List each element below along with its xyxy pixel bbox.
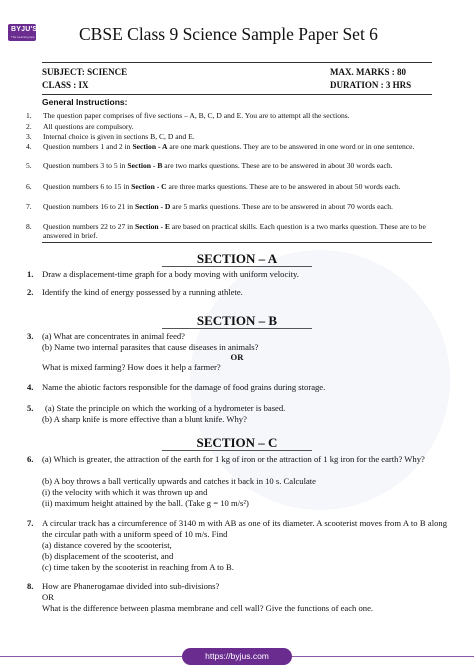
question-text: (b) displacement of the scooterist, and bbox=[42, 551, 174, 561]
question-number: 1. bbox=[27, 269, 34, 279]
question-2 bbox=[27, 287, 447, 298]
question-text: (b) A boy throws a ball vertically upwards and catches it back in 10 s. Calculate bbox=[42, 476, 316, 486]
instruction-text: Question numbers 6 to 15 in Section - C are three marks questions. These are to be answered in about 50 words each. bbox=[43, 182, 401, 191]
question-text: (b) Name two internal parasites that cause diseases in animals? bbox=[42, 342, 259, 352]
duration-label: DURATION : 3 HRS bbox=[330, 80, 412, 90]
class-label: CLASS : IX bbox=[42, 80, 89, 90]
instruction-number: 3. bbox=[26, 132, 32, 141]
question-7-part-b bbox=[27, 551, 447, 562]
instruction-text: Internal choice is given in sections B, C, D and E. bbox=[43, 132, 195, 141]
question-3-alt bbox=[27, 362, 447, 373]
question-number: 3. bbox=[27, 331, 34, 341]
question-text: (b) A sharp knife is more effective than a blunt knife. Why? bbox=[42, 414, 247, 424]
header-rule-bottom bbox=[42, 94, 432, 95]
instruction-number: 6. bbox=[26, 182, 32, 191]
max-marks-label: MAX. MARKS : 80 bbox=[330, 67, 406, 77]
instruction-item bbox=[26, 182, 446, 200]
instruction-item bbox=[26, 202, 446, 220]
question-number: 2. bbox=[27, 287, 34, 297]
instruction-number: 7. bbox=[26, 202, 32, 211]
question-text: A circular track has a circumference of 3140 m with AB as one of its diameter. A scooterist moves from A to B along the circular path with a uniform speed of 10 m/s. Find bbox=[42, 518, 447, 539]
question-5 bbox=[27, 403, 447, 414]
section-c-heading: SECTION – C bbox=[196, 435, 278, 450]
question-text: (i) the velocity with which it was thrown up and bbox=[42, 487, 208, 497]
section-b-underline bbox=[162, 328, 312, 329]
instruction-item bbox=[26, 111, 446, 120]
instruction-text: The question paper comprises of five sections – A, B, C, D and E. You are to attempt all the sections. bbox=[43, 111, 350, 120]
question-6-part-b bbox=[27, 476, 447, 487]
instruction-text: All questions are compulsory. bbox=[43, 122, 134, 131]
question-number: 4. bbox=[27, 382, 34, 392]
question-6-part-ii bbox=[27, 498, 447, 509]
question-number: 5. bbox=[27, 403, 34, 413]
question-8-or bbox=[27, 592, 447, 603]
instruction-number: 4. bbox=[26, 142, 32, 151]
subject-label: SUBJECT: SCIENCE bbox=[42, 67, 128, 77]
question-6 bbox=[27, 454, 447, 476]
instructions-heading: General Instructions: bbox=[42, 97, 128, 107]
instructions-rule bbox=[42, 242, 432, 243]
question-7 bbox=[27, 518, 447, 540]
instruction-text: Question numbers 22 to 27 in Section - E are based on practical skills. Each question is a two marks question. These are to be answered in brief. bbox=[43, 222, 426, 240]
logo-name: BYJU'S bbox=[11, 26, 38, 33]
instruction-text: Question numbers 1 and 2 in Section - A are one mark questions. They are to be answered in one word or in one sentence. bbox=[43, 142, 415, 151]
question-number: 7. bbox=[27, 518, 34, 528]
question-8 bbox=[27, 581, 447, 592]
question-1 bbox=[27, 269, 447, 280]
instruction-text: Question numbers 16 to 21 in Section - D are 5 marks questions. These are to be answered in about 70 words each. bbox=[43, 202, 393, 211]
question-5-part-b bbox=[27, 414, 447, 425]
header-rule-top bbox=[42, 62, 432, 63]
question-4 bbox=[27, 382, 447, 393]
question-text: Identify the kind of energy possessed by a running athlete. bbox=[42, 287, 243, 297]
question-text: (a) Which is greater, the attraction of the earth for 1 kg of iron or the attraction of 1 kg iron for the earth? Why? bbox=[42, 454, 425, 464]
section-b-heading: SECTION – B bbox=[196, 313, 278, 328]
question-6-part-i bbox=[27, 487, 447, 498]
question-text: (ii) maximum height attained by the ball. (Take g = 10 m/s²) bbox=[42, 498, 249, 508]
or-divider: OR bbox=[42, 592, 54, 602]
instruction-number: 2. bbox=[26, 122, 32, 131]
question-text: What is the difference between plasma membrane and cell wall? Give the functions of each one. bbox=[42, 603, 374, 613]
or-divider: OR bbox=[230, 352, 244, 362]
question-text: (a) State the principle on which the working of a hydrometer is based. bbox=[45, 403, 286, 413]
instruction-item bbox=[26, 222, 446, 240]
question-number: 6. bbox=[27, 454, 34, 464]
footer-url[interactable]: https://byjus.com bbox=[205, 651, 269, 661]
instruction-item bbox=[26, 122, 446, 131]
instruction-number: 8. bbox=[26, 222, 32, 231]
instruction-number: 1. bbox=[26, 111, 32, 120]
section-c-underline bbox=[162, 450, 312, 451]
question-number: 8. bbox=[27, 581, 34, 591]
question-7-part-c bbox=[27, 562, 447, 573]
instruction-item bbox=[26, 161, 446, 179]
logo-tagline: The Learning App bbox=[11, 35, 35, 39]
question-text: (c) time taken by the scooterist in reaching from A to B. bbox=[42, 562, 234, 572]
question-text: (a) distance covered by the scooterist, bbox=[42, 540, 172, 550]
question-7-part-a bbox=[27, 540, 447, 551]
question-text: How are Phanerogamae divided into sub-divisions? bbox=[42, 581, 220, 591]
section-a-underline bbox=[162, 266, 312, 267]
instruction-item bbox=[26, 142, 446, 160]
question-text: Draw a displacement-time graph for a body moving with uniform velocity. bbox=[42, 269, 299, 279]
question-3 bbox=[27, 331, 447, 342]
instruction-number: 5. bbox=[26, 161, 32, 170]
instruction-item bbox=[26, 132, 446, 141]
question-text: (a) What are concentrates in animal feed? bbox=[42, 331, 185, 341]
section-a-heading: SECTION – A bbox=[196, 251, 278, 266]
page-title: CBSE Class 9 Science Sample Paper Set 6 bbox=[79, 24, 378, 44]
instruction-text: Question numbers 3 to 5 in Section - B are two marks questions. These are to be answered in about 30 words each. bbox=[43, 161, 393, 170]
question-8-alt bbox=[27, 603, 447, 614]
question-text: What is mixed farming? How does it help a farmer? bbox=[42, 362, 221, 372]
question-text: Name the abiotic factors responsible for the damage of food grains during storage. bbox=[42, 382, 326, 392]
